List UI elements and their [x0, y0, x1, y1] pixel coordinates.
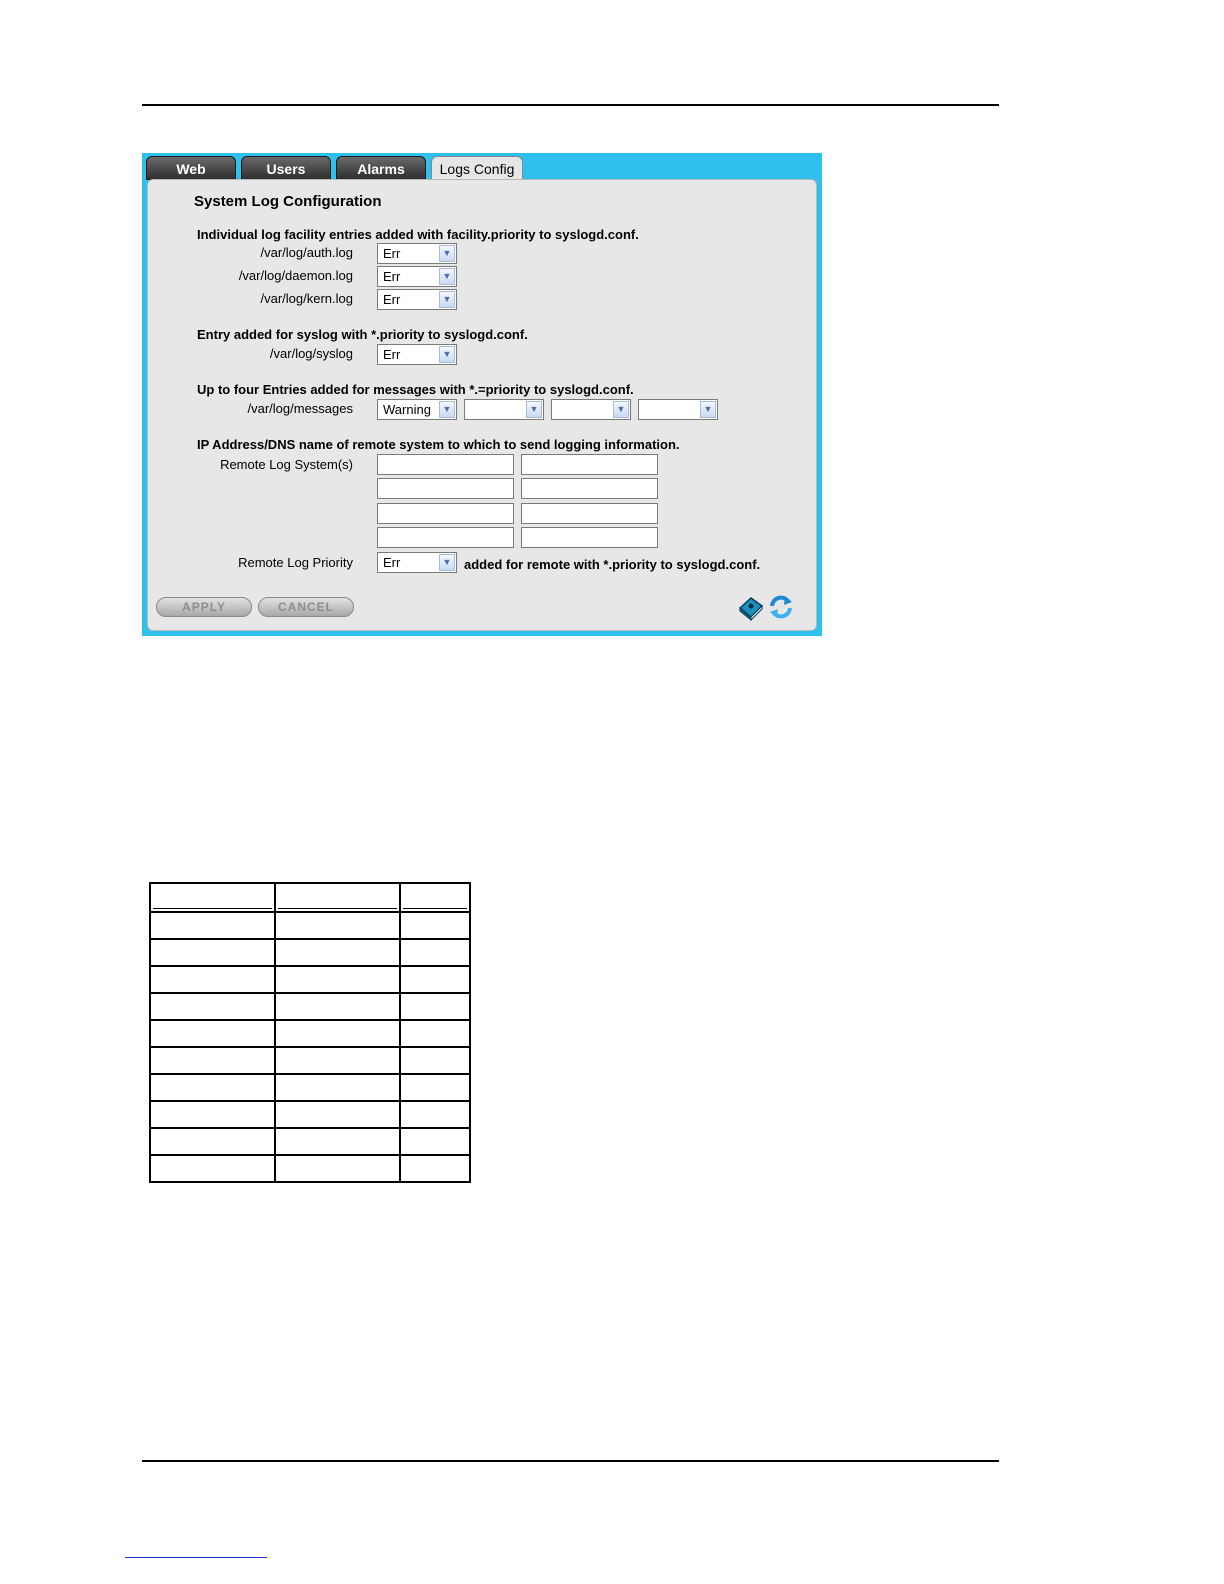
remote-systems-label: Remote Log System(s) — [220, 457, 353, 472]
table-cell — [150, 966, 275, 993]
remote-system-input-6[interactable] — [521, 503, 658, 524]
header-rule — [142, 104, 999, 106]
syslog-priority-select[interactable]: Err ▼ — [377, 344, 457, 365]
table-row — [150, 1074, 470, 1101]
messages-priority-select-1[interactable]: Warning ▼ — [377, 399, 457, 420]
tab-users[interactable]: Users — [241, 156, 331, 180]
auth-log-label: /var/log/auth.log — [260, 245, 353, 260]
chevron-down-icon: ▼ — [613, 401, 629, 418]
refresh-icon[interactable] — [768, 594, 794, 620]
tab-alarms[interactable]: Alarms — [336, 156, 426, 180]
remote-system-input-8[interactable] — [521, 527, 658, 548]
table-cell — [275, 1020, 400, 1047]
table-cell — [150, 1020, 275, 1047]
remote-system-input-2[interactable] — [521, 454, 658, 475]
chevron-down-icon: ▼ — [700, 401, 716, 418]
table-cell — [150, 1128, 275, 1155]
table-cell — [150, 1047, 275, 1074]
chevron-down-icon: ▼ — [526, 401, 542, 418]
remote-priority-label: Remote Log Priority — [238, 555, 353, 570]
table-cell — [275, 939, 400, 966]
table-cell — [275, 1047, 400, 1074]
remote-priority-select[interactable]: Err ▼ — [377, 552, 457, 573]
remote-system-input-7[interactable] — [377, 527, 514, 548]
tab-web[interactable]: Web — [146, 156, 236, 180]
table-row — [150, 1128, 470, 1155]
chevron-down-icon: ▼ — [439, 401, 455, 418]
table-cell — [275, 1128, 400, 1155]
table-row — [150, 1155, 470, 1182]
remote-system-input-4[interactable] — [521, 478, 658, 499]
logs-config-window — [142, 153, 822, 636]
table-cell — [275, 1155, 400, 1182]
remote-system-input-5[interactable] — [377, 503, 514, 524]
table-row — [150, 1101, 470, 1128]
messages-priority-select-3[interactable] — [551, 399, 631, 420]
table-cell — [150, 1101, 275, 1128]
remote-priority-suffix: added for remote with *.priority to syslogd.conf. — [464, 557, 761, 572]
auth-log-priority-select[interactable]: Err ▼ — [377, 243, 457, 264]
table-cell — [400, 939, 470, 966]
cancel-button[interactable]: CANCEL — [258, 597, 354, 617]
chevron-down-icon: ▼ — [439, 291, 455, 308]
table-cell — [150, 1155, 275, 1182]
messages-priority-select-2[interactable] — [464, 399, 544, 420]
facility-heading: Individual log facility entries added with facility.priority to syslogd.conf. — [197, 227, 639, 242]
table-cell — [275, 912, 400, 939]
table-cell — [275, 1101, 400, 1128]
chevron-down-icon: ▼ — [439, 554, 455, 571]
table-cell — [275, 993, 400, 1020]
messages-heading: Up to four Entries added for messages with *.=priority to syslogd.conf. — [197, 382, 634, 397]
remote-system-input-3[interactable] — [377, 478, 514, 499]
table-cell — [275, 966, 400, 993]
chevron-down-icon: ▼ — [439, 346, 455, 363]
table-cell — [400, 993, 470, 1020]
table-cell — [400, 1074, 470, 1101]
table-cell — [275, 1074, 400, 1101]
table-cell — [400, 1155, 470, 1182]
table-cell — [400, 1128, 470, 1155]
table-cell — [400, 912, 470, 939]
messages-label: /var/log/messages — [247, 401, 353, 416]
table-cell — [400, 966, 470, 993]
tab-logs-config[interactable]: Logs Config — [431, 156, 523, 183]
syslog-heading: Entry added for syslog with *.priority to syslogd.conf. — [197, 327, 528, 342]
table-row — [150, 993, 470, 1020]
syslog-label: /var/log/syslog — [269, 346, 353, 361]
table-cell — [400, 1047, 470, 1074]
daemon-log-label: /var/log/daemon.log — [238, 268, 353, 283]
table-row — [150, 912, 470, 939]
apply-button[interactable]: APPLY — [156, 597, 252, 617]
footer-rule — [142, 1460, 999, 1462]
table-cell — [400, 1101, 470, 1128]
table-row — [150, 1047, 470, 1074]
kern-log-label: /var/log/kern.log — [260, 291, 353, 306]
table-cell — [150, 939, 275, 966]
remote-heading: IP Address/DNS name of remote system to which to send logging information. — [197, 437, 680, 452]
help-book-icon[interactable] — [738, 595, 764, 621]
table-row — [150, 966, 470, 993]
config-panel — [147, 179, 817, 631]
messages-priority-select-4[interactable] — [638, 399, 718, 420]
table-cell — [150, 1074, 275, 1101]
table-cell — [400, 1020, 470, 1047]
remote-system-input-1[interactable] — [377, 454, 514, 475]
daemon-log-priority-select[interactable]: Err ▼ — [377, 266, 457, 287]
table-row — [150, 939, 470, 966]
chevron-down-icon: ▼ — [439, 268, 455, 285]
empty-table — [149, 882, 471, 1183]
page-title: System Log Configuration — [194, 193, 382, 210]
table-header-cell — [275, 883, 400, 912]
kern-log-priority-select[interactable]: Err ▼ — [377, 289, 457, 310]
table-header-cell — [150, 883, 275, 912]
table-row — [150, 1020, 470, 1047]
footer-link-underline — [125, 1557, 267, 1558]
table-cell — [150, 993, 275, 1020]
chevron-down-icon: ▼ — [439, 245, 455, 262]
table-cell — [150, 912, 275, 939]
table-header-cell — [400, 883, 470, 912]
table-header-row — [150, 883, 470, 912]
